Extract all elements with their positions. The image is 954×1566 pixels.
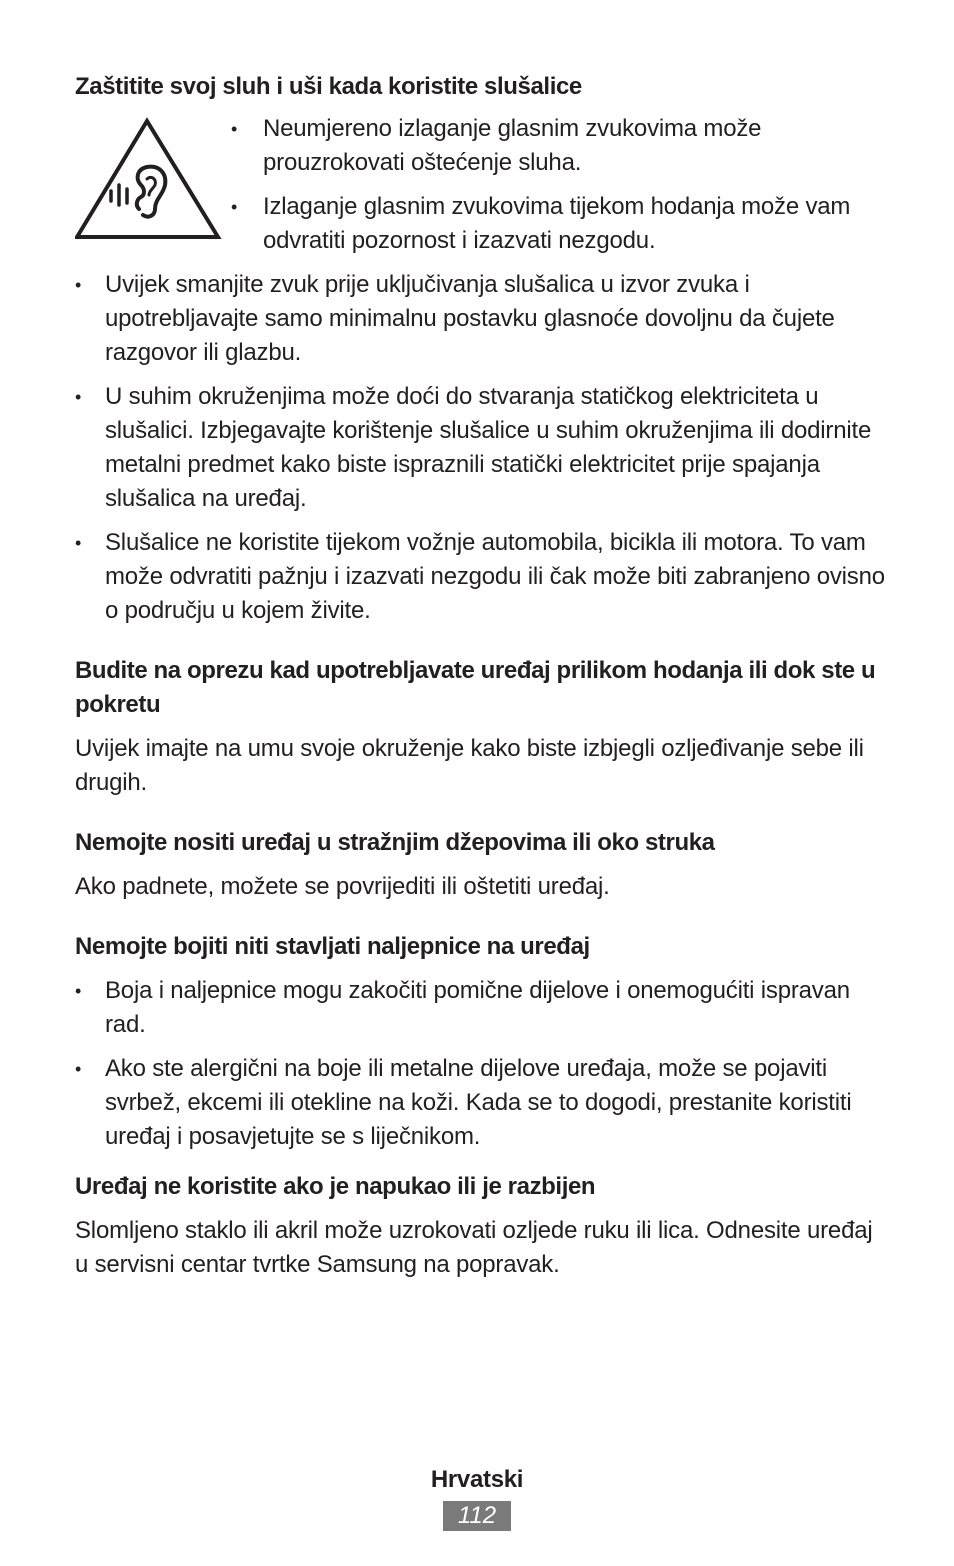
bullet-list <box>75 268 885 628</box>
warning-bullet-list <box>231 112 885 268</box>
section-heading: Nemojte bojiti niti stavljati naljepnice na uređaj <box>75 933 590 960</box>
list-item: • Izlaganje glasnim zvukovima tijekom hodanja može vam odvratiti pozornost i izazvati nezgodu. <box>231 190 885 258</box>
page-number: 112 <box>443 1501 511 1531</box>
section-heading: Uređaj ne koristite ako je napukao ili je razbijen <box>75 1173 596 1200</box>
section-text: Slomljeno staklo ili akril može uzrokovati ozljede ruku ili lica. Odnesite uređaj u servisni centar tvrtke Samsung na popravak. <box>75 1217 873 1278</box>
list-item: • Uvijek smanjite zvuk prije uključivanja slušalica u izvor zvuka i upotrebljavajte samo minimalnu postavku glasnoće dovoljnu da čujete razgovor ili glazbu. <box>75 268 885 370</box>
list-item: • Boja i naljepnice mogu zakočiti pomične dijelove i onemogućiti ispravan rad. <box>75 974 885 1042</box>
section-heading: Nemojte nositi uređaj u stražnjim džepovima ili oko struka <box>75 829 715 856</box>
section-text: Ako padnete, možete se povrijediti ili oštetiti uređaj. <box>75 873 610 900</box>
section-walking-caution <box>75 654 885 800</box>
page-footer <box>0 1463 954 1531</box>
list-item: • U suhim okruženjima može doći do stvaranja statičkog elektriciteta u slušalici. Izbjegavajte korištenje slušalice u suhim okruženjima ili dodirnite metalni predmet kako biste ispraznili statički elektricitet prije spajanja slušalica na uređaj. <box>75 380 885 516</box>
section-heading: Zaštitite svoj sluh i uši kada koristite slušalice <box>75 73 582 100</box>
footer-language: Hrvatski <box>430 1466 524 1493</box>
section-text: Uvijek imajte na umu svoje okruženje kako biste izbjegli ozljeđivanje sebe ili drugih. <box>75 735 864 796</box>
bullet-list <box>75 974 885 1154</box>
section-pocket-warning <box>75 826 885 904</box>
warning-block <box>75 112 885 268</box>
section-hearing-protection <box>75 70 885 628</box>
section-cracked-device <box>75 1170 885 1282</box>
section-paint-stickers <box>75 930 885 1154</box>
document-page <box>75 70 885 1282</box>
hearing-warning-icon <box>75 117 225 242</box>
section-heading: Budite na oprezu kad upotrebljavate uređaj prilikom hodanja ili dok ste u pokretu <box>75 657 876 718</box>
list-item: • Slušalice ne koristite tijekom vožnje automobila, bicikla ili motora. To vam može odvratiti pažnju i izazvati nezgodu ili čak može biti zabranjeno ovisno o području u kojem živite. <box>75 526 885 628</box>
list-item: • Neumjereno izlaganje glasnim zvukovima može prouzrokovati oštećenje sluha. <box>231 112 885 180</box>
list-item: • Ako ste alergični na boje ili metalne dijelove uređaja, može se pojaviti svrbež, ekcemi ili otekline na koži. Kada se to dogodi, prestanite koristiti uređaj i posavjetujte se s liječnikom. <box>75 1052 885 1154</box>
